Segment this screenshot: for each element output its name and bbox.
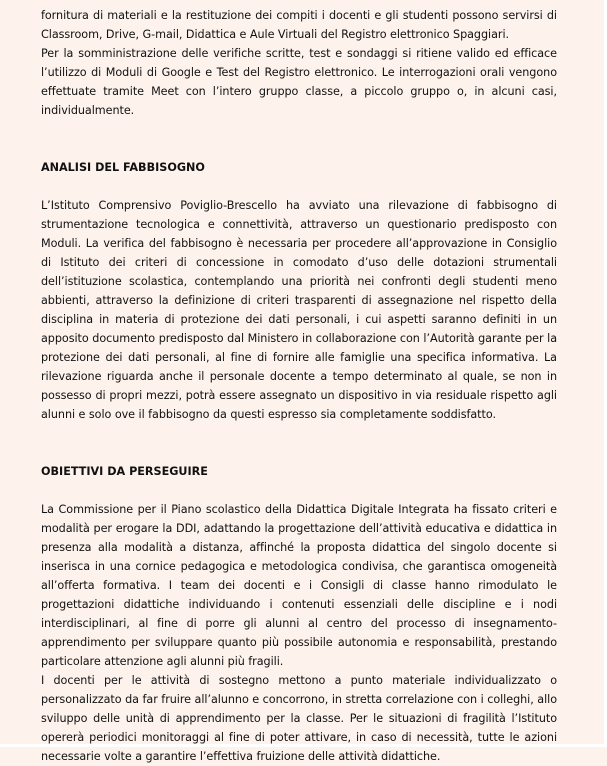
spacer	[41, 481, 557, 500]
intro-paragraph-verifiche: Per la somministrazione delle verifiche scritte, test e sondaggi si ritiene valido ed efficace l’utilizzo di Moduli di Google e Test del Registro elettronico. Le interrogazioni orali vengono effettuate tramite Meet con l’intero gruppo classe, a piccolo gruppo o, in alcuni casi, individualmente.	[41, 47, 557, 117]
spacer	[41, 120, 557, 139]
section-heading-obiettivi: OBIETTIVI DA PERSEGUIRE	[41, 465, 208, 478]
document-body	[41, 6, 557, 766]
obiettivi-paragraph-sostegno: I docenti per le attività di sostegno mettono a punto materiale individualizzato o personalizzato da far fruire all’alunno e concorrono, in stretta correlazione con i colleghi, allo sviluppo delle unità di apprendimento per la classe. Per le situazioni di fragilità l’Istituto opererà periodici monitoraggi al fine di poter attivare, in caso di necessità, tutte le azioni necessarie volte a garantire l’effettiva fruizione delle attività didattiche.	[41, 674, 557, 763]
spacer	[41, 424, 557, 443]
spacer	[41, 139, 557, 158]
section-heading-analisi: ANALISI DEL FABBISOGNO	[41, 161, 205, 174]
spacer	[41, 443, 557, 462]
analisi-paragraph: L’Istituto Comprensivo Poviglio-Brescello ha avviato una rilevazione di fabbisogno di strumentazione tecnologica e connettività, attraverso un questionario predisposto con Moduli. La verifica del fabbisogno è necessaria per procedere all’approvazione in Consiglio di Istituto dei criteri di concessione in comodato d’uso delle dotazioni strumentali dell’istituzione scolastica, contemplando una priorità nei confronti degli studenti meno abbienti, attraverso la definizione di criteri trasparenti di assegnazione nel rispetto della disciplina in materia di protezione dei dati personali, i cui aspetti saranno definiti in un apposito documento predisposto dal Ministero in collaborazione con l’Autorità garante per la protezione dei dati personali, al fine di fornire alle famiglie una specifica informativa. La rilevazione riguarda anche il personale docente a tempo determinato al quale, se non in possesso di propri mezzi, potrà essere assegnato un dispositivo in via residuale rispetto agli alunni e solo ove il fabbisogno da questi espresso sia completamente soddisfatto.	[41, 199, 557, 421]
spacer	[41, 177, 557, 196]
obiettivi-paragraph-commissione: La Commissione per il Piano scolastico della Didattica Digitale Integrata ha fissato criteri e modalità per erogare la DDI, adattando la progettazione dell’attività educativa e didattica in presenza alla modalità a distanza, affinché la proposta didattica del singolo docente si inserisca in una cornice pedagogica e metodologica condivisa, che garantisca omogeneità all’offerta formativa. I team dei docenti e i Consigli di classe hanno rimodulato le progettazioni didattiche individuando i contenuti essenziali delle discipline e i nodi interdisciplinari, al fine di porre gli alunni al centro del processo di insegnamento-apprendimento per sviluppare quanto più possibile autonomia e responsabilità, prestando particolare attenzione agli alunni più fragili.	[41, 503, 557, 668]
intro-paragraph-continuation: fornitura di materiali e la restituzione dei compiti i docenti e gli studenti possono servirsi di Classroom, Drive, G-mail, Didattica e Aule Virtuali del Registro elettronico Spaggiari.	[41, 9, 557, 41]
